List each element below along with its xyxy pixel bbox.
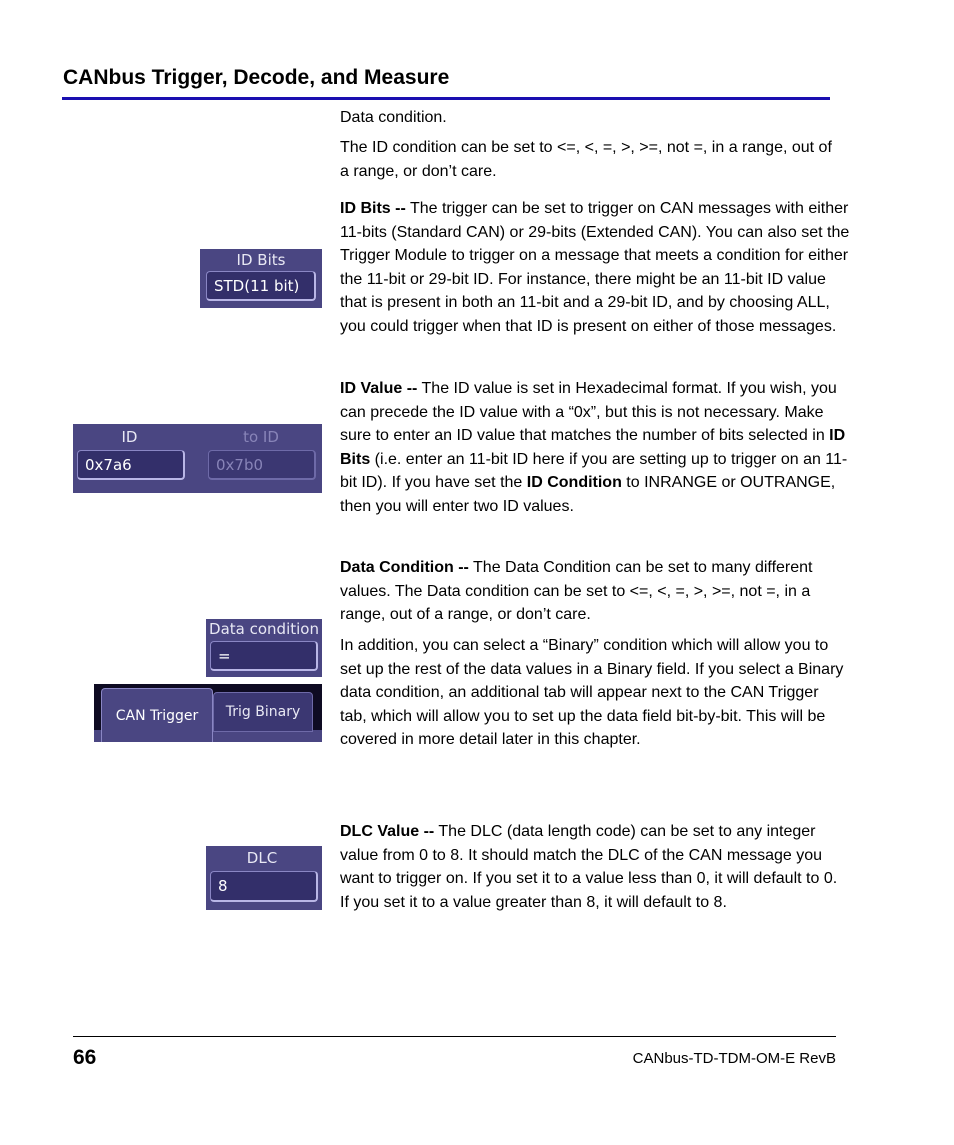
id-label: ID (121, 428, 138, 446)
trigger-tabbar (94, 684, 322, 742)
to-id-label: to ID (243, 428, 279, 446)
tab-trig-binary[interactable]: Trig Binary (213, 692, 313, 732)
page-header-title: CANbus Trigger, Decode, and Measure (63, 66, 450, 89)
term-dlc-value: DLC Value -- (340, 823, 435, 840)
ref-id-condition: ID Condition (526, 474, 622, 492)
header-rule (62, 97, 830, 100)
tab-can-trigger[interactable]: CAN Trigger (101, 688, 213, 742)
term-data-condition: Data Condition -- (340, 559, 469, 576)
text-id-value-3: to INRANGE or OUTRANGE, then you will enter two ID values. (340, 474, 836, 515)
paragraph-id-condition: The ID condition can be set to <=, <, =, >, >=, not =, in a range, out of a range, or don’t care. (340, 139, 832, 180)
text-data-condition: The Data Condition can be set to many different values. The Data condition can be set to <=, <, =, >, >=, not =, in a range, out of a range, or don’t care. (340, 559, 813, 624)
term-id-bits: ID Bits -- (340, 200, 406, 217)
id-widget (73, 424, 322, 493)
data-condition-select[interactable]: = (210, 641, 318, 671)
document-id: CANbus-TD-TDM-OM-E RevB (632, 1050, 836, 1067)
id-bits-label: ID Bits (236, 251, 286, 269)
dlc-input[interactable]: 8 (210, 871, 318, 902)
text-dlc-value: The DLC (data length code) can be set to any integer value from 0 to 8. It should match the DLC of the CAN message you want to trigger on. If you set it to a value less than 0, it will default to 0. If you set it to a value greater than 8, it will default to 8. (340, 823, 838, 911)
paragraph-binary: In addition, you can select a “Binary” condition which will allow you to set up the rest of the data values in a Binary field. If you select a Binary data condition, an additional tab will appear next to the CAN Trigger tab, which will allow you to set up the data field bit-by-bit. This will be covered in more detail later in this chapter. (340, 637, 844, 749)
id-bits-select[interactable]: STD(11 bit) (206, 271, 316, 301)
term-id-value: ID Value -- (340, 380, 418, 397)
text-id-value-2: (i.e. enter an 11-bit ID here if you are setting up to trigger on an 11-bit ID). If you have set the (340, 450, 848, 492)
ref-id-bits: ID Bits (340, 427, 846, 468)
data-condition-label: Data condition (209, 620, 319, 638)
to-id-input[interactable]: 0x7b0 (208, 450, 316, 480)
text-id-bits: The trigger can be set to trigger on CAN messages with either 11-bits (Standard CAN) or 29-bits (Extended CAN). You can also set the Trigger Module to trigger on a message that meets a condition for either the 11-bit or 29-bit ID. For instance, there might be an 11-bit ID value that is present in both an 11-bit and a 29-bit ID, and by choosing ALL, you could trigger when that ID is present on either of those messages. (340, 200, 850, 335)
paragraph-data-condition (340, 556, 830, 627)
id-input[interactable]: 0x7a6 (77, 450, 185, 480)
dlc-label: DLC (246, 849, 278, 867)
paragraph-id-value (340, 377, 850, 519)
data-condition-widget (206, 619, 322, 677)
id-bits-widget (200, 249, 322, 308)
paragraph-id-bits (340, 197, 850, 339)
text-id-value-1: The ID value is set in Hexadecimal format. If you wish, you can precede the ID value with a “0x”, but this is not necessary. Make sure to enter an ID value that matches the number of bits selected in (340, 380, 837, 445)
footer-rule (73, 1036, 836, 1037)
page-number: 66 (73, 1046, 97, 1069)
paragraph-data-condition-fragment: Data condition. (340, 109, 447, 126)
dlc-widget (206, 846, 322, 910)
paragraph-dlc-value (340, 820, 846, 914)
